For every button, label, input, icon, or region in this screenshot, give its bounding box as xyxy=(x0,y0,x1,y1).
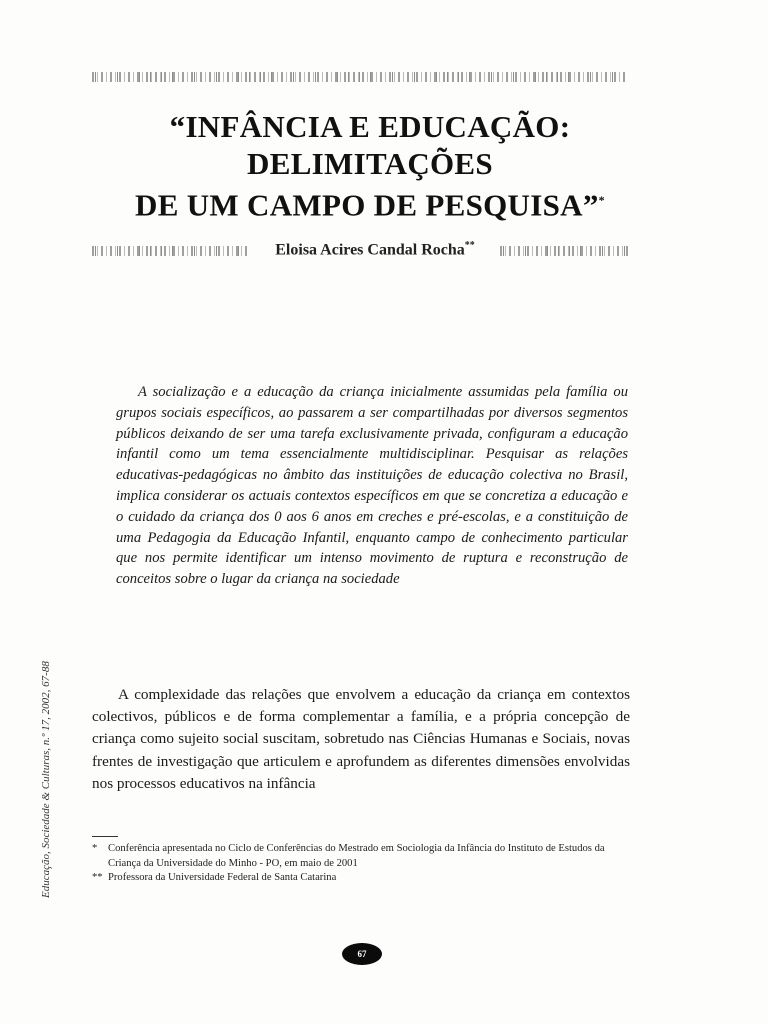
footnotes xyxy=(92,842,632,886)
title-line-3-text: DE UM CAMPO DE PESQUISA” xyxy=(135,187,599,223)
footnote-1 xyxy=(92,842,632,871)
author-footnote-mark: ** xyxy=(464,240,475,251)
title-footnote-mark: * xyxy=(598,193,605,207)
body-paragraph-1: A complexidade das relações que envolvem a educação da criança em contextos colectivos, públicos e de forma complementar a família, e a própria concepção de criança como sujeito social suscitam, sobretudo nas Ciências Humanas e Sociais, novas frentes de investigação que articulem e aprofundem as diferentes dimensões envolvidas nos processos educativos na infância xyxy=(92,686,630,792)
title-line-2: DELIMITAÇÕES xyxy=(247,146,493,181)
title-line-1: “INFÂNCIA E EDUCAÇÃO: xyxy=(169,109,571,144)
decorative-rule-top xyxy=(92,72,628,82)
author-name-text: Eloisa Acires Candal Rocha xyxy=(275,241,465,259)
footnote-divider xyxy=(92,836,118,837)
decorative-rule-author-left xyxy=(92,246,248,256)
abstract-text: A socialização e a educação da criança inicialmente assumidas pela família ou grupos sociais específicos, ao passarem a ser compartilhadas por diversos segmentos públicos deixando de ser uma tarefa exclusivamente privada, configuram a educação infantil como um tema essencialmente multidisciplinar. Pesquisar as relações educativas-pedagógicas no âmbito das instituições de educação colectiva no Brasil, implica considerar os actuais contextos específicos em que se concretiza a educação e o cuidado da criança dos 0 aos 6 anos em creches e pré-escolas, e a constituição de uma Pedagogia da Educação Infantil, enquanto campo de conhecimento particular que nos permite identificar um intenso movimento de ruptura e reconstrução de conceitos sobre o lugar da criança na sociedade xyxy=(116,384,628,588)
author-name xyxy=(250,240,500,259)
decorative-rule-author-right xyxy=(500,246,628,256)
journal-sidebar: Educação, Sociedade & Culturas, n.º 17, 2002, 67-88 xyxy=(40,661,52,898)
abstract-block xyxy=(116,382,628,590)
footnote-2 xyxy=(92,871,632,886)
footnote-2-text: Professora da Universidade Federal de Santa Catarina xyxy=(108,872,337,883)
page-number-badge: 67 xyxy=(342,943,382,965)
body-text xyxy=(92,684,630,795)
footnote-1-mark: * xyxy=(92,843,98,854)
article-title xyxy=(60,108,680,223)
footnote-1-text: Conferência apresentada no Ciclo de Conferências do Mestrado em Sociologia da Infância do Instituto de Estudos da Criança da Universidade do Minho - PO, em maio de 2001 xyxy=(108,843,605,869)
footnote-2-mark: ** xyxy=(92,872,103,883)
title-line-3 xyxy=(60,182,680,223)
